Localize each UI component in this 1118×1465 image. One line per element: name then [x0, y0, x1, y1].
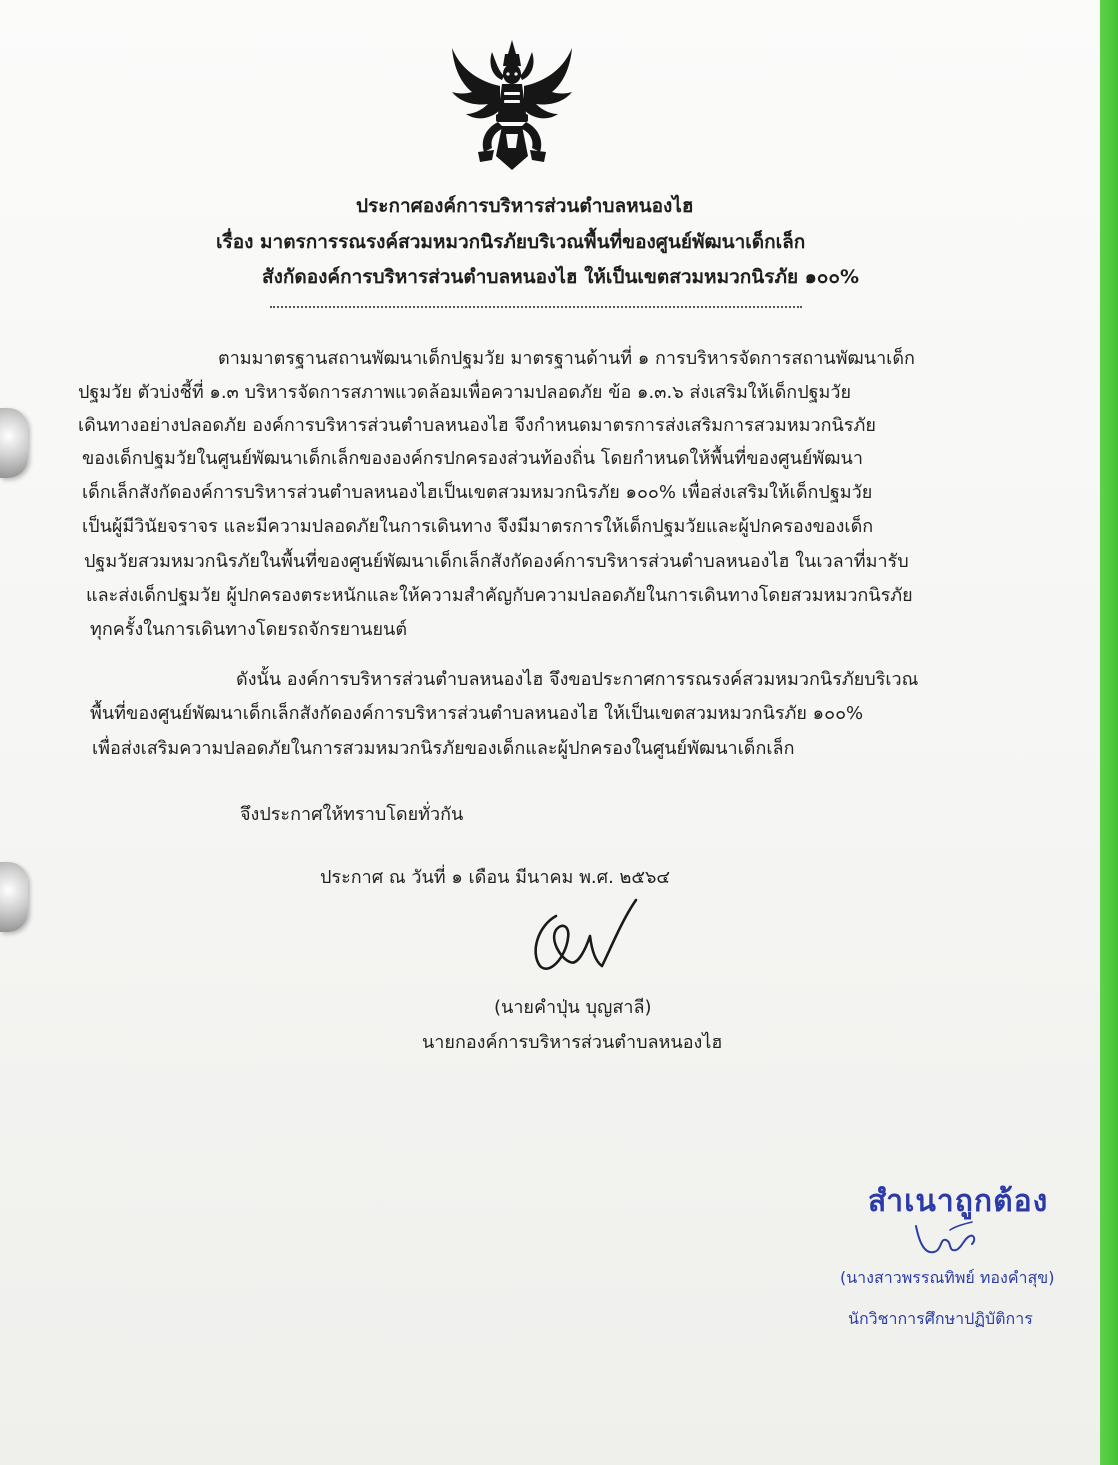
announcement-date: ประกาศ ณ วันที่ ๑ เดือน มีนาคม พ.ศ. ๒๕๖๔	[320, 867, 671, 888]
paragraph-1-line-9: ทุกครั้งในการเดินทางโดยรถจักรยานยนต์	[90, 619, 408, 640]
handwritten-initials-icon	[912, 1216, 982, 1262]
paragraph-2-line-2: พื้นที่ของศูนย์พัฒนาเด็กเล็กสังกัดองค์การบริหารส่วนตำบลหนองไฮ ให้เป็นเขตสวมหมวกนิรภัย ๑๐๐%	[90, 703, 864, 724]
certified-copy-stamp: สำเนาถูกต้อง	[868, 1184, 1049, 1219]
certifier-position: นักวิชาการศึกษาปฏิบัติการ	[848, 1309, 1033, 1328]
paragraph-1-line-7: ปฐมวัยสวมหมวกนิรภัยในพื้นที่ของศูนย์พัฒนาเด็กเล็กสังกัดองค์การบริหารส่วนตำบลหนองไฮ ในเวลาที่มารับ	[84, 551, 909, 572]
paragraph-1-line-3: เดินทางอย่างปลอดภัย องค์การบริหารส่วนตำบลหนองไฮ จึงกำหนดมาตรการส่งเสริมการสวมหมวกนิรภัย	[78, 415, 876, 436]
binder-ring-bottom	[0, 862, 28, 932]
subject-line: เรื่อง มาตรการรณรงค์สวมหมวกนิรภัยบริเวณพื้นที่ของศูนย์พัฒนาเด็กเล็ก	[216, 231, 806, 253]
paragraph-1-line-4: ของเด็กปฐมวัยในศูนย์พัฒนาเด็กเล็กขององค์กรปกครองส่วนท้องถิ่น โดยกำหนดให้พื้นที่ของศูนย์พัฒนา	[82, 448, 863, 469]
signatory-position: นายกองค์การบริหารส่วนตำบลหนองไฮ	[422, 1032, 723, 1053]
paragraph-2-line-1: ดังนั้น องค์การบริหารส่วนตำบลหนองไฮ จึงขอประกาศการรณรงค์สวมหมวกนิรภัยบริเวณ	[236, 669, 919, 690]
paragraph-1-line-6: เป็นผู้มีวินัยจราจร และมีความปลอดภัยในการเดินทาง จึงมีมาตรการให้เด็กปฐมวัยและผู้ปกครองของเด็ก	[82, 516, 874, 537]
closing-statement: จึงประกาศให้ทราบโดยทั่วกัน	[240, 804, 464, 825]
subject-line-continued: สังกัดองค์การบริหารส่วนตำบลหนองไฮ ให้เป็นเขตสวมหมวกนิรภัย ๑๐๐%	[262, 266, 860, 288]
paragraph-1-line-8: และส่งเด็กปฐมวัย ผู้ปกครองตระหนักและให้ความสำคัญกับความปลอดภัยในการเดินทางโดยสวมหมวกนิรภัย	[86, 585, 913, 606]
signatory-name: (นายคำปุ่น บุญสาลี)	[494, 997, 652, 1018]
green-folder-edge	[1100, 0, 1118, 1465]
paragraph-1-line-2: ปฐมวัย ตัวบ่งชี้ที่ ๑.๓ บริหารจัดการสภาพแวดล้อมเพื่อความปลอดภัย ข้อ ๑.๓.๖ ส่งเสริมให้เด็กปฐมวัย	[78, 382, 852, 403]
paragraph-2-line-3: เพื่อส่งเสริมความปลอดภัยในการสวมหมวกนิรภัยของเด็กและผู้ปกครองในศูนย์พัฒนาเด็กเล็ก	[92, 738, 795, 759]
binder-ring-top	[0, 408, 28, 478]
garuda-emblem-icon	[444, 36, 580, 172]
announcement-title: ประกาศองค์การบริหารส่วนตำบลหนองไฮ	[356, 195, 694, 217]
certifier-name: (นางสาวพรรณทิพย์ ทองคำสุข)	[840, 1268, 1055, 1287]
paragraph-1-line-5: เด็กเล็กสังกัดองค์การบริหารส่วนตำบลหนองไฮเป็นเขตสวมหมวกนิรภัย ๑๐๐% เพื่อส่งเสริมให้เด็กปฐมวัย	[82, 482, 873, 503]
header-divider	[270, 306, 802, 308]
paragraph-1-line-1: ตามมาตรฐานสถานพัฒนาเด็กปฐมวัย มาตรฐานด้านที่ ๑ การบริหารจัดการสถานพัฒนาเด็ก	[218, 348, 915, 369]
handwritten-signature-icon	[526, 896, 642, 980]
